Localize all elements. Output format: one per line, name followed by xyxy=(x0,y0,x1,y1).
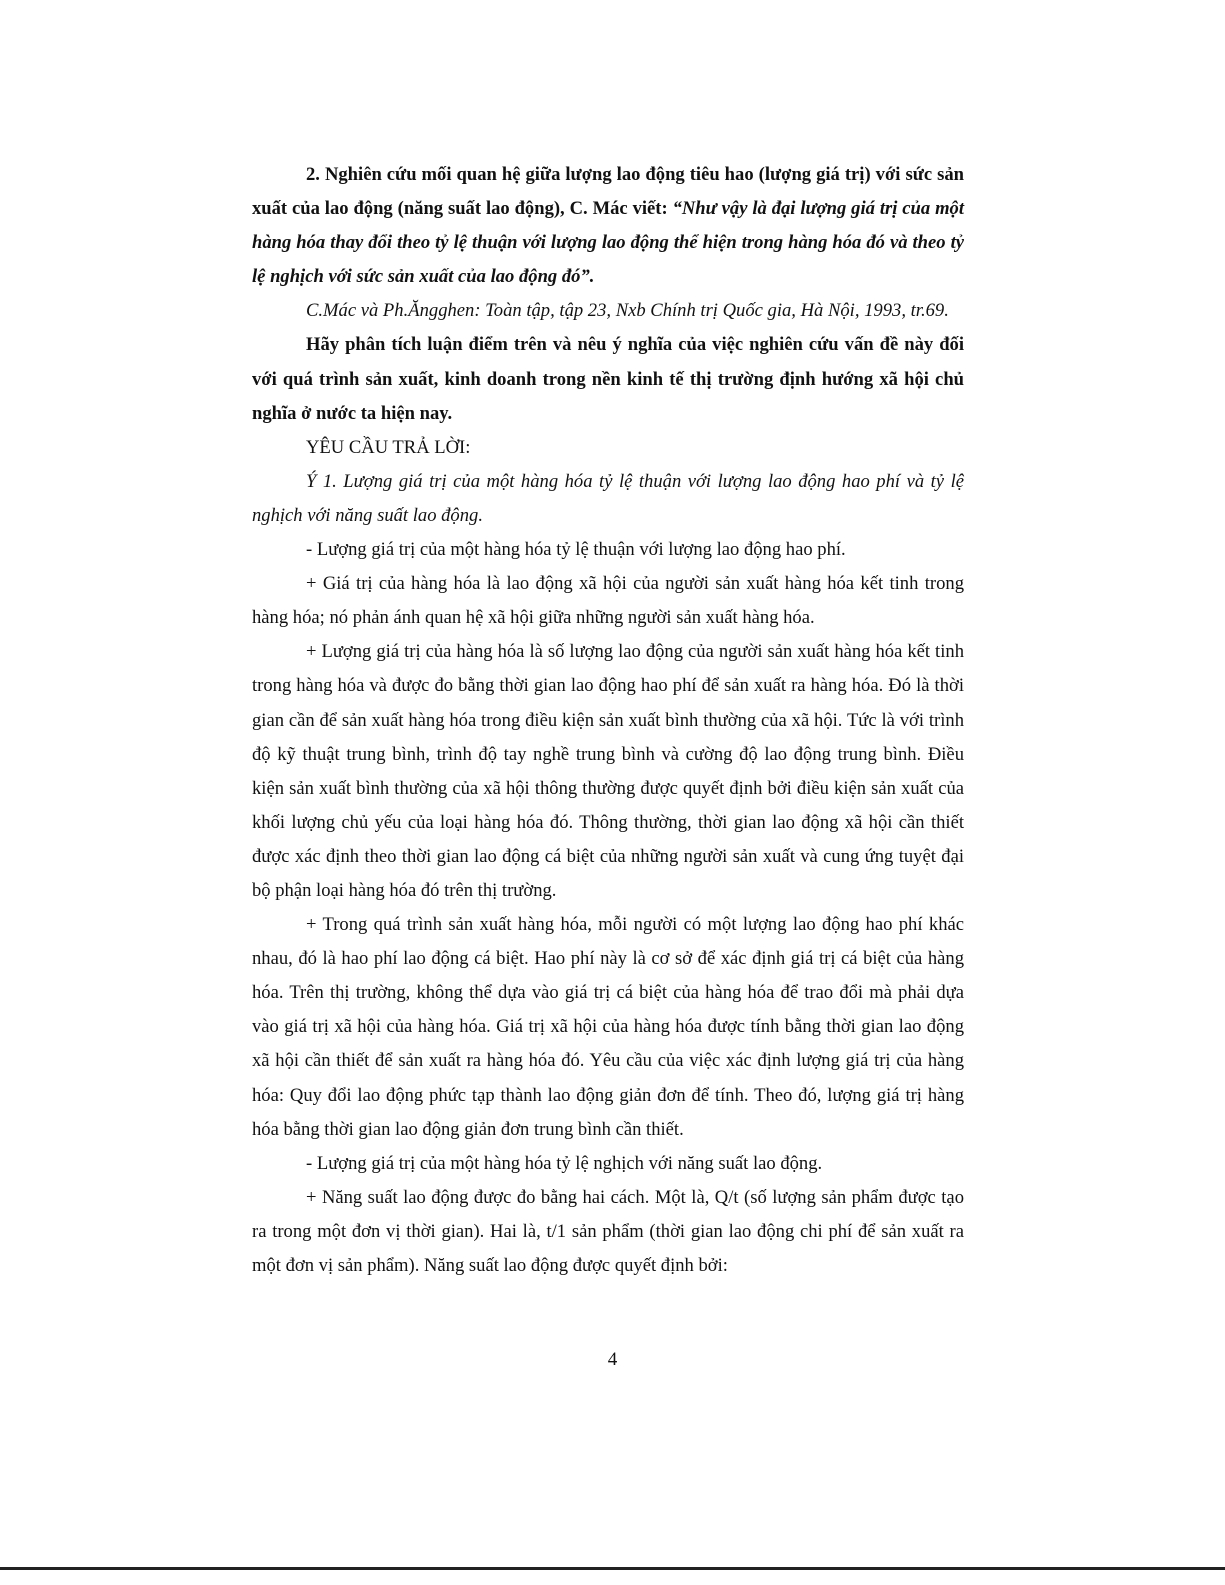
question-task: Hãy phân tích luận điểm trên và nêu ý nghĩa của việc nghiên cứu vấn đề này đối với quá trình sản xuất, kinh doanh trong nền kinh tế thị trường định hướng xã hội chủ nghĩa ở nước ta hiện nay. xyxy=(252,334,964,424)
answer-paragraph: + Trong quá trình sản xuất hàng hóa, mỗi người có một lượng lao động hao phí khác nhau, đó là hao phí lao động cá biệt. Hao phí này là cơ sở để xác định giá trị cá biệt của hàng hóa. Trên thị trường, không thể dựa vào giá trị cá biệt của hàng hóa để trao đổi mà phải dựa vào giá trị xã hội của hàng hóa. Giá trị xã hội của hàng hóa được tính bằng thời gian lao động xã hội cần thiết để sản xuất ra hàng hóa đó. Yêu cầu của việc xác định lượng giá trị của hàng hóa: Quy đổi lao động phức tạp thành lao động giản đơn để tính. Theo đó, lượng giá trị hàng hóa bằng thời gian lao động giản đơn trung bình cần thiết. xyxy=(252,914,964,1140)
answer-paragraph: + Giá trị của hàng hóa là lao động xã hội của người sản xuất hàng hóa kết tinh trong hàng hóa; nó phản ánh quan hệ xã hội giữa những người sản xuất hàng hóa. xyxy=(252,573,964,629)
question-quote: “Như vậy là đại lượng giá trị của một hàng hóa thay đổi theo tỷ lệ thuận với lượng lao động thể hiện trong hàng hóa đó và theo tỷ lệ nghịch với sức sản xuất của lao động đó”. xyxy=(252,198,964,288)
answer-heading: YÊU CẦU TRẢ LỜI: xyxy=(306,436,471,458)
question-lead: 2. Nghiên cứu mối quan hệ giữa lượng lao động tiêu hao (lượng giá trị) với sức sản xuất của lao động (năng suất lao động), C. Mác viết: xyxy=(252,164,964,220)
answer-paragraph: - Lượng giá trị của một hàng hóa tỷ lệ nghịch với năng suất lao động. xyxy=(306,1152,823,1174)
answer-paragraph: + Lượng giá trị của hàng hóa là số lượng lao động của người sản xuất hàng hóa kết tinh trong hàng hóa và được đo bằng thời gian lao động hao phí để sản xuất ra hàng hóa. Đó là thời gian cần để sản xuất hàng hóa trong điều kiện sản xuất bình thường của xã hội. Tức là với trình độ kỹ thuật trung bình, trình độ tay nghề trung bình và cường độ lao động trung bình. Điều kiện sản xuất bình thường của xã hội thông thường được quyết định bởi điều kiện sản xuất của khối lượng chủ yếu của loại hàng hóa đó. Thông thường, thời gian lao động xã hội cần thiết được xác định theo thời gian lao động cá biệt của những người sản xuất và cung ứng tuyệt đại bộ phận loại hàng hóa đó trên thị trường. xyxy=(252,641,964,901)
answer-paragraph: - Lượng giá trị của một hàng hóa tỷ lệ thuận với lượng lao động hao phí. xyxy=(306,539,846,561)
question-paragraph xyxy=(252,158,964,294)
answer-paragraph: + Năng suất lao động được đo bằng hai cách. Một là, Q/t (số lượng sản phẩm được tạo ra trong một đơn vị thời gian). Hai là, t/1 sản phẩm (thời gian lao động chi phí để sản xuất ra một đơn vị sản phẩm). Năng suất lao động được quyết định bởi: xyxy=(252,1186,964,1276)
page-number: 4 xyxy=(607,1349,618,1370)
citation: C.Mác và Ph.Ăngghen: Toàn tập, tập 23, Nxb Chính trị Quốc gia, Hà Nội, 1993, tr.69. xyxy=(306,300,949,322)
bottom-border xyxy=(0,1567,1225,1570)
point-1-title: Ý 1. Lượng giá trị của một hàng hóa tỷ lệ thuận với lượng lao động hao phí và tỷ lệ nghịch với năng suất lao động. xyxy=(252,470,964,526)
page-body xyxy=(252,158,964,1283)
